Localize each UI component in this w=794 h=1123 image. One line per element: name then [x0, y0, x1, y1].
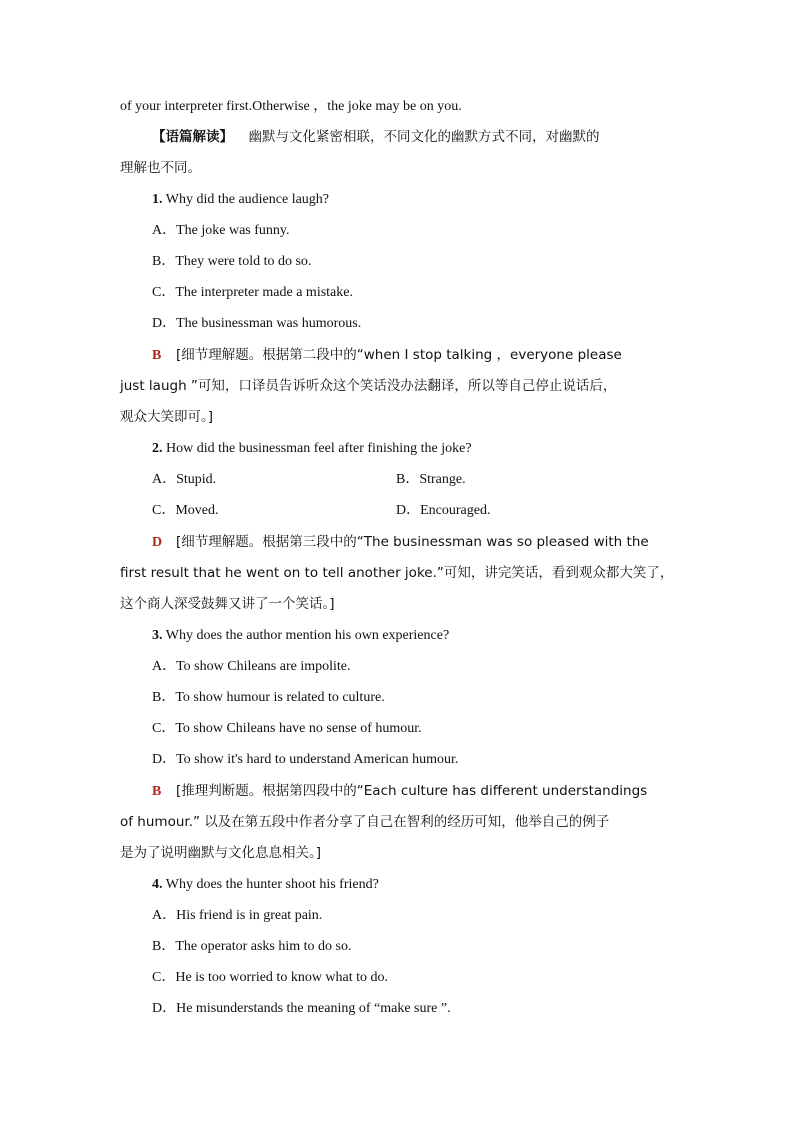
question-number: 2.: [152, 441, 163, 456]
option-b: B．They were told to do so.: [152, 254, 312, 269]
option-c: C．Moved.: [152, 503, 219, 518]
option-a: A．Stupid.: [152, 472, 217, 487]
option-d: D．He misunderstands the meaning of “make sure ”.: [152, 1001, 451, 1016]
answer-letter: B: [152, 784, 162, 799]
explanation-line: first result that he went on to tell another joke.”可知，讲完笑话，看到观众都大笑了，: [120, 565, 674, 581]
question-stem: Why does the author mention his own experience?: [165, 628, 450, 643]
explanation-line: [细节理解题。根据第三段中的“The businessman was so pleased with the: [176, 534, 649, 550]
option-b: B．Strange.: [396, 472, 466, 487]
explanation-line: 观众大笑即可。]: [120, 409, 214, 425]
option-a: A．His friend is in great pain.: [152, 908, 323, 923]
option-b: B．The operator asks him to do so.: [152, 939, 352, 954]
answer-letter: B: [152, 348, 162, 363]
question-stem: Why did the audience laugh?: [165, 192, 330, 207]
question-number: 1.: [152, 192, 163, 207]
option-c: C．He is too worried to know what to do.: [152, 970, 389, 985]
passage-note: [152, 127, 600, 148]
passage-note-label: 【语篇解读】: [152, 129, 233, 145]
question-2: [152, 439, 472, 459]
explanation-line: [细节理解题。根据第二段中的“when I stop talking ，everyone please: [176, 347, 622, 363]
question-1: [152, 190, 329, 210]
option-d: D．Encouraged.: [396, 503, 491, 518]
option-a: A．The joke was funny.: [152, 223, 290, 238]
question-number: 4.: [152, 877, 163, 892]
intro-line: of your interpreter first.Otherwise ，the joke may be on you.: [120, 99, 462, 114]
passage-note-text-continued: 理解也不同。: [120, 160, 201, 176]
explanation-line: of humour.” 以及在第五段中作者分享了自己在智利的经历可知，他举自己的例子: [120, 814, 610, 830]
answer-explanation-3: [152, 781, 647, 802]
explanation-line: 是为了说明幽默与文化息息相关。]: [120, 845, 322, 861]
question-3: [152, 626, 449, 646]
question-stem: How did the businessman feel after finishing the joke?: [166, 441, 472, 456]
option-a: A．To show Chileans are impolite.: [152, 659, 351, 674]
answer-explanation-1: [152, 345, 672, 366]
option-d: D．To show it's hard to understand American humour.: [152, 752, 459, 767]
question-stem: Why does the hunter shoot his friend?: [165, 877, 379, 892]
option-b: B．To show humour is related to culture.: [152, 690, 385, 705]
option-c: C．The interpreter made a mistake.: [152, 285, 353, 300]
question-number: 3.: [152, 628, 163, 643]
explanation-line: 这个商人深受鼓舞又讲了一个笑话。]: [120, 596, 335, 612]
answer-letter: D: [152, 535, 163, 550]
passage-note-text: 幽默与文化紧密相联，不同文化的幽默方式不同，对幽默的: [248, 129, 600, 145]
option-c: C．To show Chileans have no sense of humour.: [152, 721, 422, 736]
explanation-line: just laugh ”可知，口译员告诉听众这个笑话没办法翻译，所以等自己停止说话后，: [120, 378, 617, 394]
question-4: [152, 875, 379, 895]
answer-explanation-2: [152, 532, 649, 553]
option-d: D．The businessman was humorous.: [152, 316, 362, 331]
explanation-line: [推理判断题。根据第四段中的“Each culture has different understandings: [176, 783, 648, 799]
